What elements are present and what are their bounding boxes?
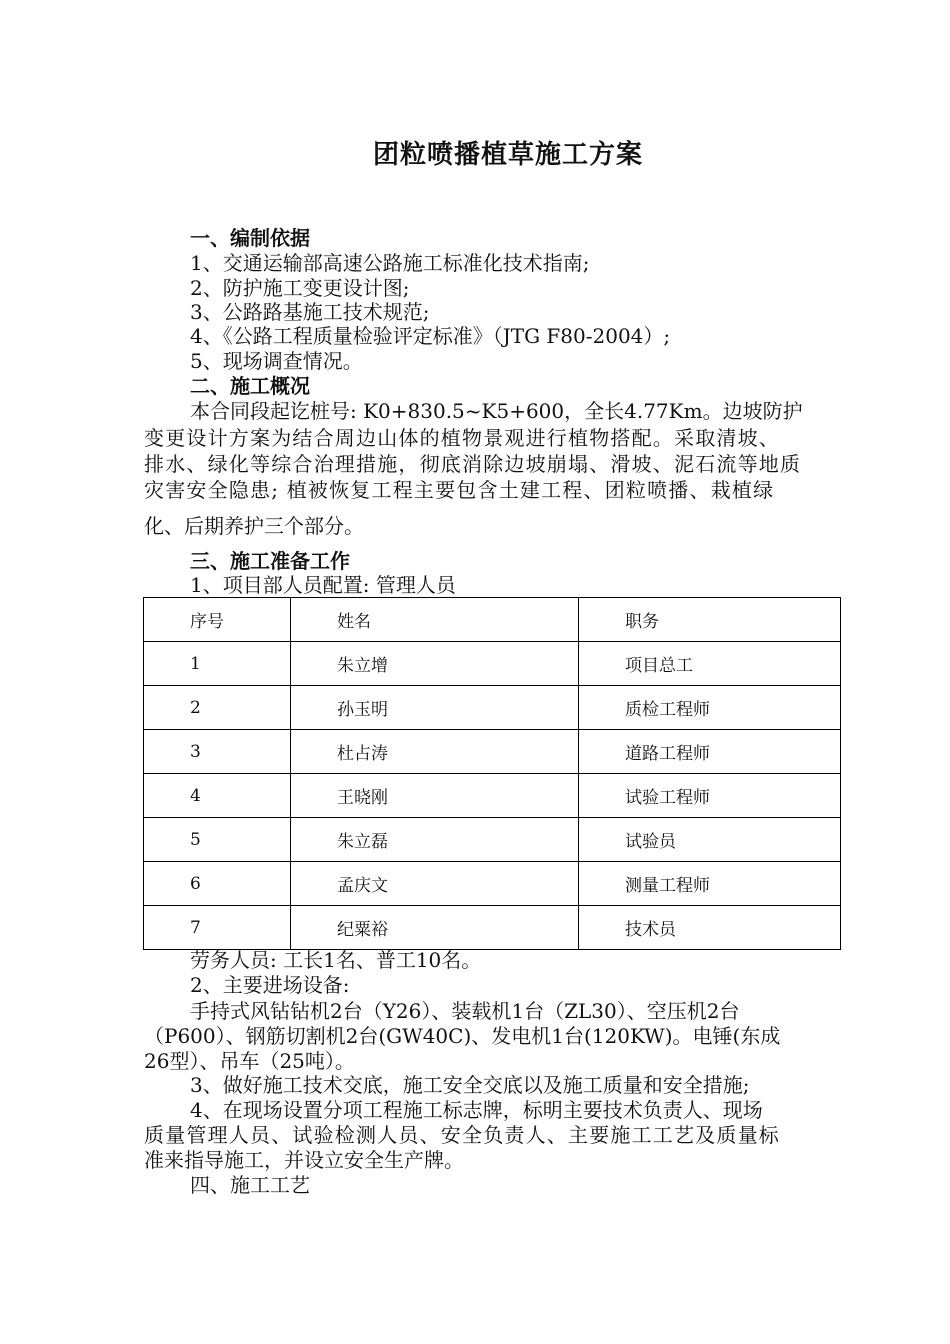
cell-position: 测量工程师	[579, 862, 841, 906]
table-row	[144, 686, 841, 730]
cell-name: 王晓刚	[291, 774, 579, 818]
item-4-line-2: 质量管理人员、试验检测人员、安全负责人、主要施工工艺及质量标	[144, 1123, 780, 1147]
basis-item-5: 5、现场调查情况。	[190, 349, 363, 373]
cell-index: 1	[144, 642, 291, 686]
basis-item-1: 1、交通运输部高速公路施工标准化技术指南;	[190, 251, 590, 275]
cell-index: 2	[144, 686, 291, 730]
cell-name: 杜占涛	[291, 730, 579, 774]
cell-position: 项目总工	[579, 642, 841, 686]
cell-name: 纪粟裕	[291, 906, 579, 950]
overview-line-1: 本合同段起讫桩号: K0+830.5~K5+600，全长4.77Km。边坡防护	[190, 399, 803, 423]
cell-position: 试验工程师	[579, 774, 841, 818]
cell-position: 试验员	[579, 818, 841, 862]
equipment-line-2: （P600）、钢筋切割机2台(GW40C)、发电机1台(120KW)。电锤(东成	[144, 1024, 781, 1048]
overview-line-2: 变更设计方案为结合周边山体的植物景观进行植物搭配。采取清坡、	[144, 426, 780, 450]
basis-item-4: 4、《公路工程质量检验评定标准》（JTG F80-2004）;	[190, 324, 671, 348]
cell-position: 技术员	[579, 906, 841, 950]
cell-name: 朱立增	[291, 642, 579, 686]
equipment-line-1: 手持式风钻钻机2台（Y26）、装载机1台（ZL30）、空压机2台	[190, 999, 740, 1023]
overview-line-3: 排水、绿化等综合治理措施，彻底消除边坡崩塌、滑坡、泥石流等地质	[144, 452, 802, 476]
item-4-line-3: 准来指导施工，并设立安全生产牌。	[144, 1148, 464, 1172]
section-heading-basis: 一、编制依据	[190, 226, 310, 250]
overview-line-4: 灾害安全隐患; 植被恢复工程主要包含土建工程、团粒喷播、栽植绿	[144, 478, 775, 502]
cell-name: 孙玉明	[291, 686, 579, 730]
cell-index: 3	[144, 730, 291, 774]
section-heading-preparation: 三、施工准备工作	[190, 549, 350, 573]
equipment-line-3: 26型）、吊车（25吨）。	[144, 1049, 355, 1073]
basis-item-3: 3、公路路基施工技术规范;	[190, 300, 430, 324]
section-heading-overview: 二、施工概况	[190, 374, 310, 398]
staff-table	[143, 597, 841, 950]
cell-position: 道路工程师	[579, 730, 841, 774]
document-title: 团粒喷播植草施工方案	[372, 140, 643, 170]
overview-line-5: 化、后期养护三个部分。	[144, 514, 364, 538]
section-heading-process: 四、施工工艺	[190, 1173, 310, 1197]
header-index: 序号	[144, 598, 291, 642]
table-row	[144, 906, 841, 950]
item-4-line-1: 4、在现场设置分项工程施工标志牌，标明主要技术负责人、现场	[190, 1098, 763, 1122]
cell-index: 7	[144, 906, 291, 950]
table-row	[144, 818, 841, 862]
table-row	[144, 642, 841, 686]
table-row	[144, 862, 841, 906]
table-header-row	[144, 598, 841, 642]
cell-name: 朱立磊	[291, 818, 579, 862]
cell-position: 质检工程师	[579, 686, 841, 730]
header-name: 姓名	[291, 598, 579, 642]
table-row	[144, 774, 841, 818]
item-3-disclosure: 3、做好施工技术交底，施工安全交底以及施工质量和安全措施;	[190, 1073, 750, 1097]
header-position: 职务	[579, 598, 841, 642]
table-row	[144, 730, 841, 774]
cell-index: 5	[144, 818, 291, 862]
basis-item-2: 2、防护施工变更设计图;	[190, 276, 410, 300]
equipment-heading: 2、主要进场设备:	[190, 973, 350, 997]
cell-name: 孟庆文	[291, 862, 579, 906]
cell-index: 6	[144, 862, 291, 906]
labor-staff: 劳务人员: 工长1名、普工10名。	[190, 948, 482, 972]
cell-index: 4	[144, 774, 291, 818]
staff-intro: 1、项目部人员配置: 管理人员	[190, 573, 456, 597]
